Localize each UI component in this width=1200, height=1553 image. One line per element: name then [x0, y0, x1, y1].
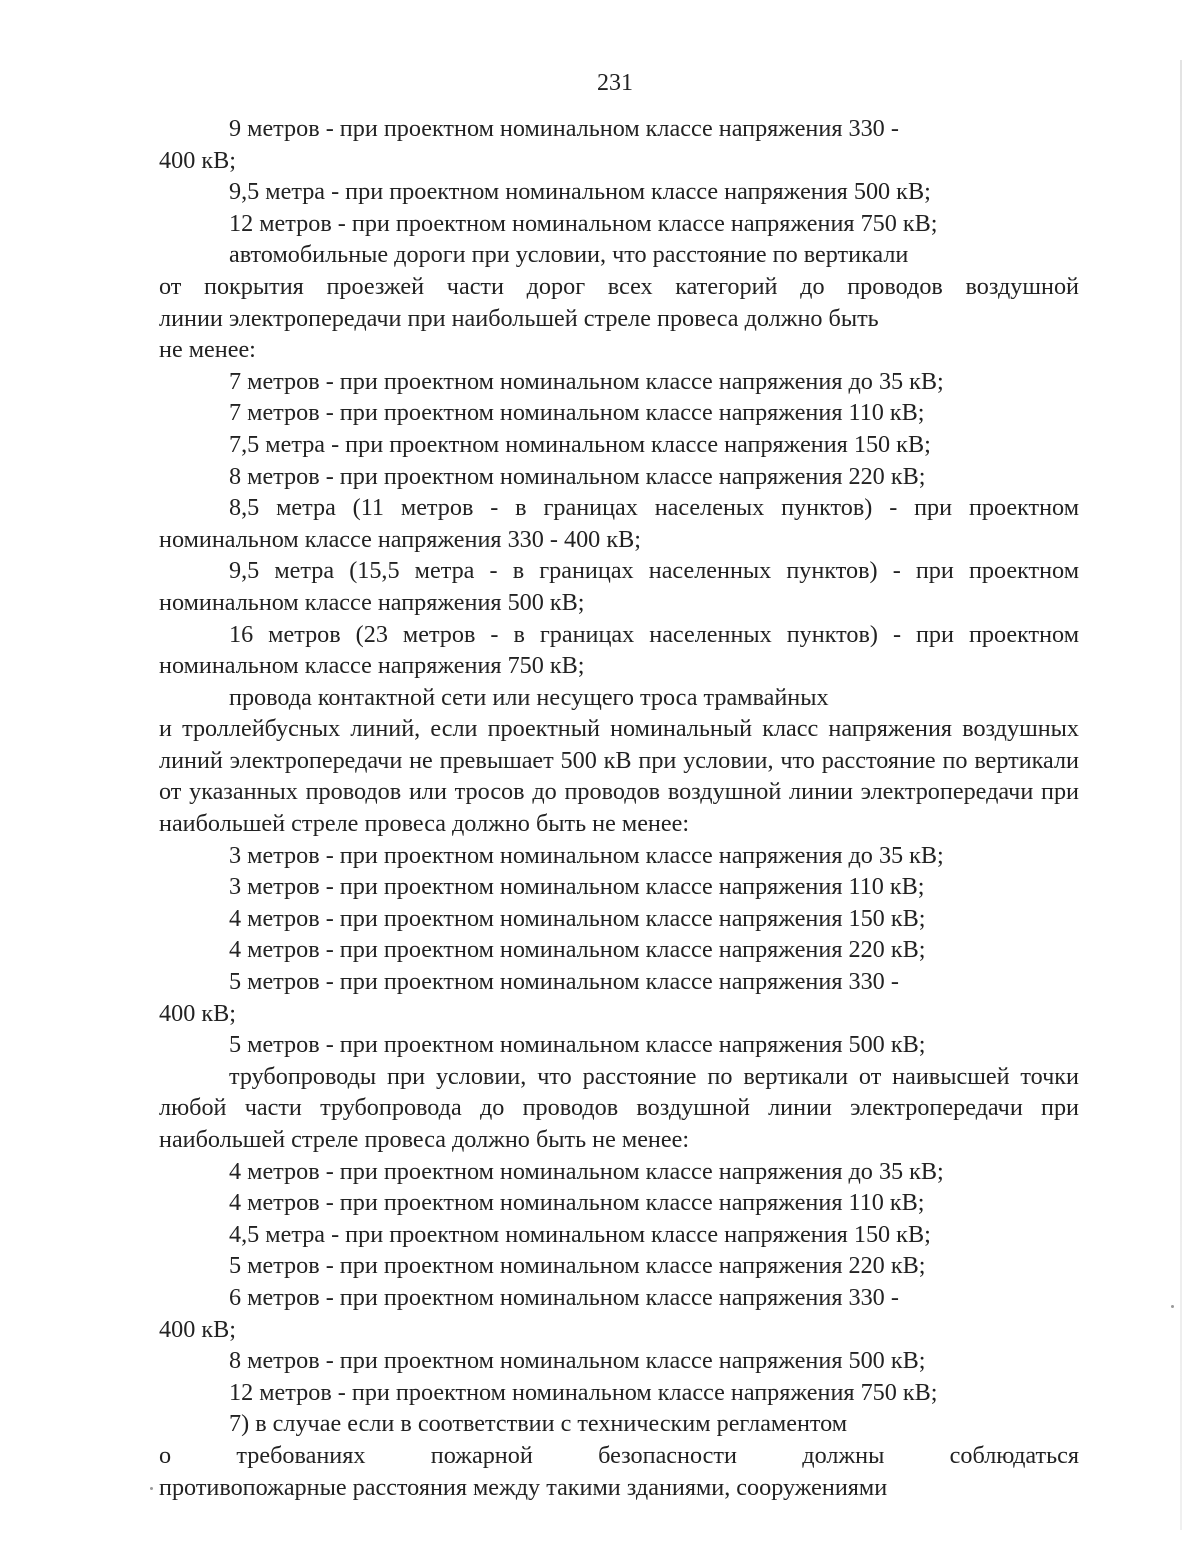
text-line: 7,5 метра - при проектном номинальном классе напряжения 150 кВ; — [229, 430, 931, 458]
text-line: 9 метров - при проектном номинальном классе напряжения 330 - — [229, 115, 899, 142]
text-line: противопожарные расстояния между такими зданиями, сооружениями — [159, 1473, 888, 1501]
page-number: 231 — [597, 70, 633, 96]
text-line: 4,5 метра - при проектном номинальном классе напряжения 150 кВ; — [229, 1220, 931, 1248]
text-line: 3 метров - при проектном номинальном классе напряжения до 35 кВ; — [229, 841, 944, 869]
text-line: автомобильные дороги при условии, что расстояние по вертикали — [229, 241, 909, 269]
text-line: 400 кВ; — [159, 999, 236, 1027]
text-line: 400 кВ; — [159, 146, 236, 174]
text-paragraph: 8,5 метра (11 метров - в границах населеных пунктов) - при проектном номинальном классе напряжения 330 - 400 кВ; — [159, 494, 1079, 553]
text-paragraph: трубопроводы при условии, что расстояние по вертикали от наивысшей точки любой части трубопровода до проводов воздушной линии электропередачи при наибольшей стреле провеса должно быть не менее: — [159, 1062, 1079, 1153]
scan-speck — [150, 1487, 153, 1490]
text-paragraph: 16 метров (23 метров - в границах населенных пунктов) - при проектном номинальном классе напряжения 750 кВ; — [159, 620, 1079, 680]
text-line: 4 метров - при проектном номинальном классе напряжения 220 кВ; — [229, 936, 926, 964]
text-line: 5 метров - при проектном номинальном классе напряжения 330 - — [229, 968, 899, 996]
text-line: 9,5 метра - при проектном номинальном классе напряжения 500 кВ; — [229, 178, 931, 206]
text-paragraph: 9,5 метра (15,5 метра - в границах населенных пунктов) - при проектном номинальном классе напряжения 500 кВ; — [159, 557, 1079, 616]
text-line: провода контактной сети или несущего троса трамвайных — [229, 683, 829, 711]
text-line: 12 метров - при проектном номинальном классе напряжения 750 кВ; — [229, 1378, 938, 1406]
text-line: 7 метров - при проектном номинальном классе напряжения до 35 кВ; — [229, 367, 944, 395]
text-paragraph: и троллейбусных линий, если проектный номинальный класс напряжения воздушных линий электропередачи не превышает 500 кВ при условии, что расстояние по вертикали от указанных проводов или тросов до проводов воздушной линии электропередачи при наибольшей стреле провеса должно быть не менее: — [159, 715, 1079, 838]
text-line: 8 метров - при проектном номинальном классе напряжения 500 кВ; — [229, 1347, 926, 1375]
text-line: 4 метров - при проектном номинальном классе напряжения до 35 кВ; — [229, 1157, 944, 1185]
text-line: 4 метров - при проектном номинальном классе напряжения 150 кВ; — [229, 904, 926, 932]
scan-edge-line — [1180, 60, 1182, 1530]
text-line: 5 метров - при проектном номинальном классе напряжения 500 кВ; — [229, 1031, 926, 1059]
text-line: 4 метров - при проектном номинальном классе напряжения 110 кВ; — [229, 1189, 925, 1217]
text-line: 6 метров - при проектном номинальном классе напряжения 330 - — [229, 1283, 899, 1311]
text-line: 5 метров - при проектном номинальном классе напряжения 220 кВ; — [229, 1252, 926, 1280]
numbered-item-7: 7) в случае если в соответствии с техническим регламентом — [229, 1410, 848, 1438]
text-line: не менее: — [159, 336, 256, 364]
text-line: о требованиях пожарной безопасности должны соблюдаться — [159, 1441, 1079, 1469]
document-body — [159, 113, 1079, 1503]
text-line: 12 метров - при проектном номинальном классе напряжения 750 кВ; — [229, 209, 938, 237]
scan-speck — [1171, 1305, 1174, 1308]
text-line: 3 метров - при проектном номинальном классе напряжения 110 кВ; — [229, 873, 925, 901]
text-line: линии электропередачи при наибольшей стреле провеса должно быть — [159, 304, 879, 332]
text-line: от покрытия проезжей части дорог всех категорий до проводов воздушной — [159, 272, 1079, 300]
text-line: 7 метров - при проектном номинальном классе напряжения 110 кВ; — [229, 399, 925, 427]
text-line: 8 метров - при проектном номинальном классе напряжения 220 кВ; — [229, 462, 926, 490]
text-line: 400 кВ; — [159, 1315, 236, 1343]
